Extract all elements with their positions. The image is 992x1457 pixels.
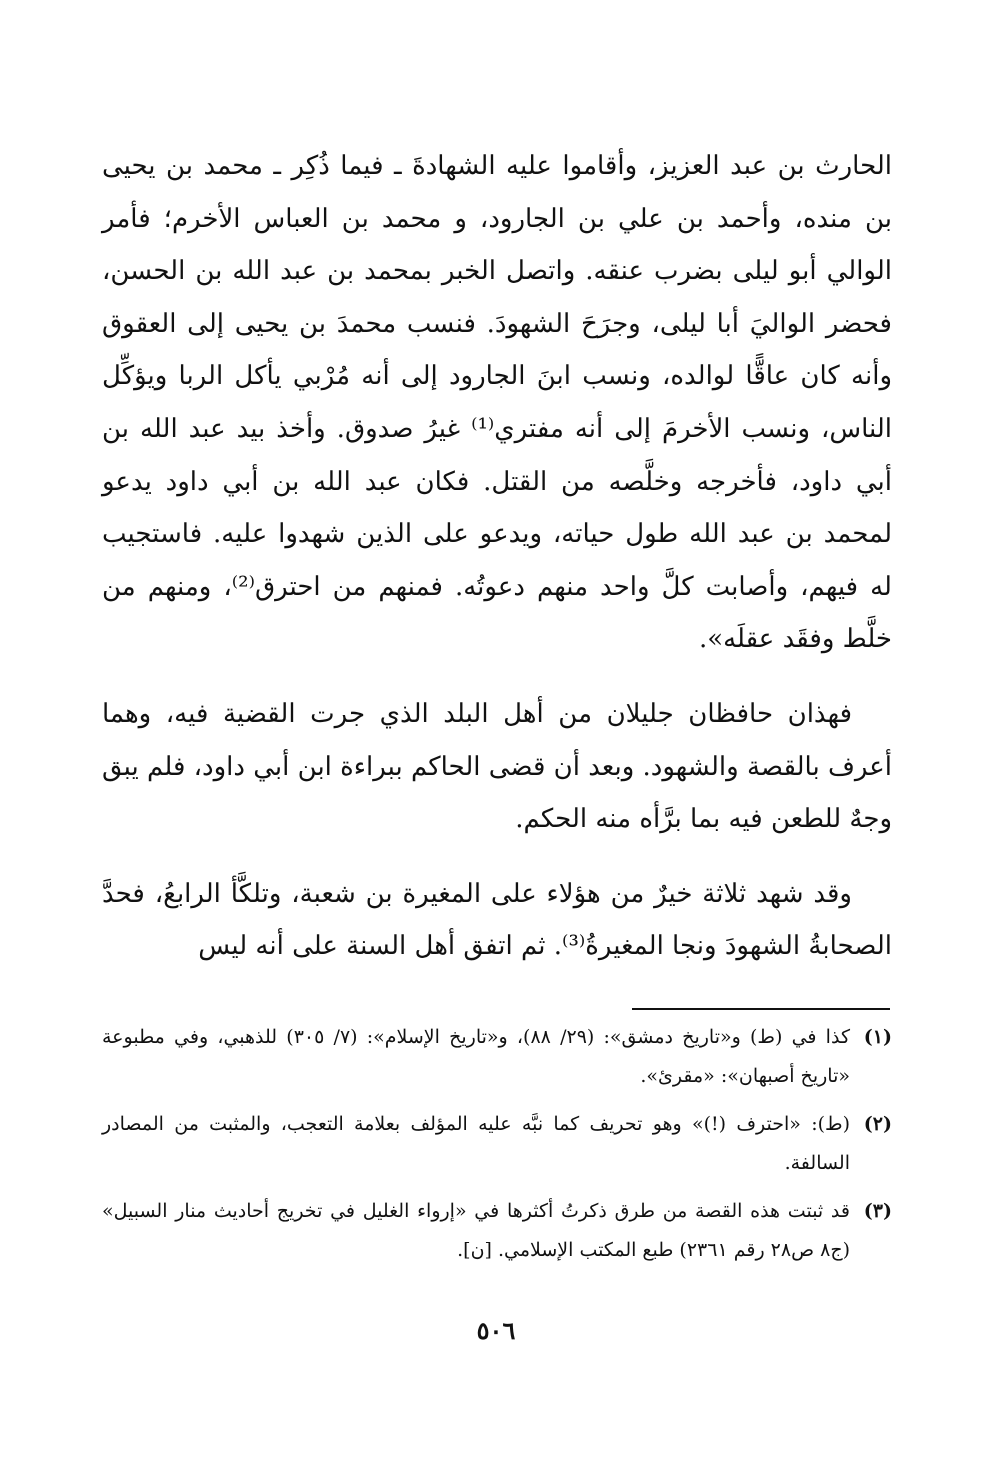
footnote-text: قد ثبتت هذه القصة من طرق ذكرتُ أكثرها في «إرواء الغليل في تخريج أحاديث منار السبيل» (ج٨ ص٢٨ رقم ٢٣٦١) طبع المكتب الإسلامي. [ن]. xyxy=(102,1200,850,1261)
footnote-1 xyxy=(102,1018,892,1096)
main-text xyxy=(102,140,892,973)
paragraph-1: الحارث بن عبد العزيز، وأقاموا عليه الشهادةَ ـ فيما ذُكِر ـ محمد بن يحيى بن منده، وأحمد بن علي بن الجارود، و محمد بن العباس الأخرم؛ فأمر الوالي أبو ليلى بضرب عنقه. واتصل الخبر بمحمد بن عبد الله بن الحسن، فحضر الواليَ أبا ليلى، وجرَحَ الشهودَ. فنسب محمدَ بن يحيى إلى العقوق وأنه كان عاقًّا لوالده، ونسب ابنَ الجارود إلى أنه مُرْبي يأكل الربا ويؤكِّل الناس، ونسب الأخرمَ إلى أنه مفتري⁽¹⁾ غيرُ صدوق. وأخذ بيد عبد الله بن أبي داود، فأخرجه وخلَّصه من القتل. فكان عبد الله بن أبي داود يدعو لمحمد بن عبد الله طول حياته، ويدعو على الذين شهدوا عليه. فاستجيب له فيهم، وأصابت كلَّ واحد منهم دعوتُه. فمنهم من احترق⁽²⁾، ومنهم من خلَّط وفقَد عقلَه». xyxy=(102,151,892,655)
paragraph-2: فهذان حافظان جليلان من أهل البلد الذي جرت القضية فيه، وهما أعرف بالقصة والشهود. وبعد أن قضى الحاكم ببراءة ابن أبي داود، فلم يبق وجهٌ للطعن فيه بما برَّأه منه الحكم. xyxy=(102,698,892,835)
footnote-3 xyxy=(102,1192,892,1270)
footnote-separator xyxy=(632,1008,890,1010)
footnote-text: (ط): «احترف (!)» وهو تحريف كما نبَّه عليه المؤلف بعلامة التعجب، والمثبت من المصادر السالفة. xyxy=(102,1113,850,1174)
page-number: ٥٠٦ xyxy=(476,1316,516,1345)
footnotes xyxy=(102,1018,892,1279)
footnote-number: (٢) xyxy=(863,1113,892,1135)
footnote-2 xyxy=(102,1105,892,1183)
paragraph-3: وقد شهد ثلاثة خيرٌ من هؤلاء على المغيرة بن شعبة، وتلكَّأ الرابعُ، فحدَّ الصحابةُ الشهودَ ونجا المغيرةُ⁽³⁾. ثم اتفق أهل السنة على أنه ليس xyxy=(102,878,892,962)
footnote-number: (٣) xyxy=(863,1200,892,1222)
footnote-text: كذا في (ط) و«تاريخ دمشق»: (٢٩/ ٨٨)، و«تاريخ الإسلام»: (٧/ ٣٠٥) للذهبي، وفي مطبوعة «تاريخ أصبهان»: «مقرئ». xyxy=(102,1026,850,1087)
footnote-number: (١) xyxy=(863,1026,892,1048)
